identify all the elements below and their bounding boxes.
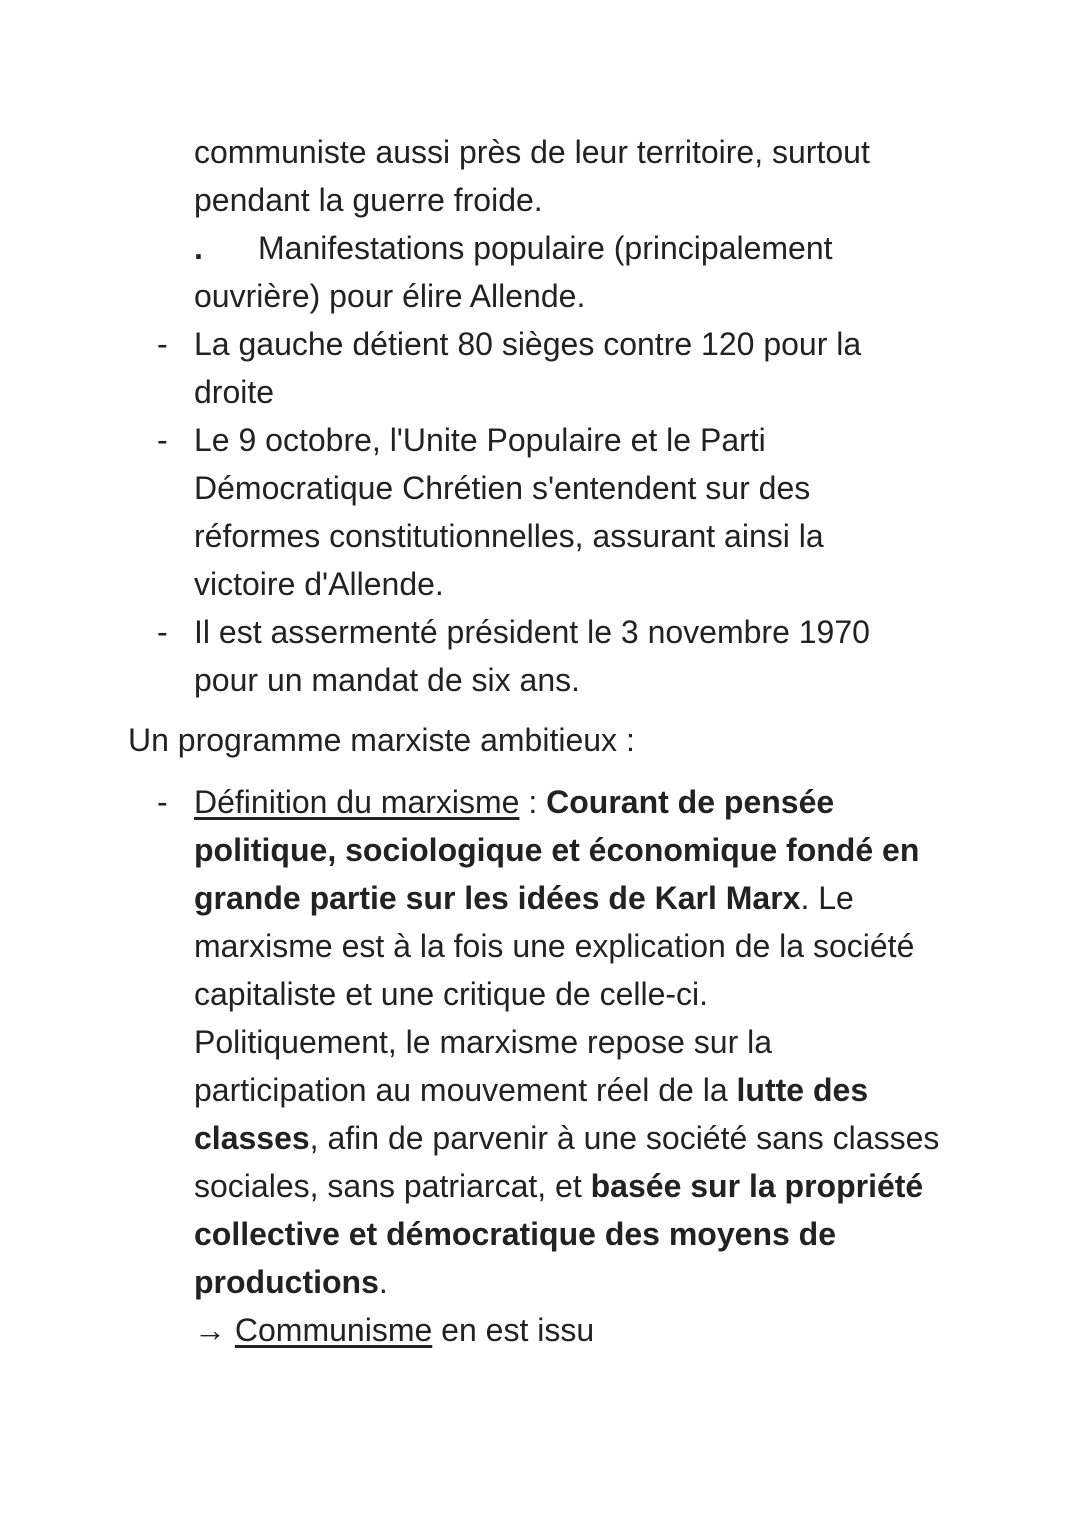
list-item [194, 320, 984, 416]
text-line [194, 1114, 984, 1162]
list-dash-icon: - [157, 614, 168, 650]
text-line [194, 874, 984, 922]
bold-text: basée sur la propriété [590, 1168, 924, 1204]
definition-term: Définition du marxisme [194, 784, 520, 820]
list-dash-icon: - [157, 326, 168, 362]
arrow-right-icon: → [194, 1312, 235, 1348]
plain-text: , afin de parvenir à une société sans classes [309, 1120, 940, 1156]
communisme-term: Communisme [234, 1312, 433, 1348]
bold-text: lutte des [736, 1072, 869, 1108]
text-line: ouvrière) pour élire Allende. [194, 278, 586, 314]
text-line: victoire d'Allende. [194, 566, 444, 602]
text-line: communiste aussi près de leur territoire, surtout [194, 134, 870, 170]
plain-text: en est issu [432, 1312, 595, 1348]
bold-text: politique, sociologique et économique fondé en [194, 832, 920, 868]
text-line: La gauche détient 80 sièges contre 120 pour la [194, 326, 862, 362]
sub-bullet-line [194, 224, 984, 272]
text-line: réformes constitutionnelles, assurant ainsi la [194, 518, 824, 554]
text-line [194, 1210, 984, 1258]
definition-item [194, 778, 984, 1354]
plain-text: . Le [800, 880, 854, 916]
bold-text: classes [194, 1120, 310, 1156]
list-item [194, 416, 984, 608]
bold-text: grande partie sur les idées de Karl Marx [194, 880, 801, 916]
list-item [194, 608, 984, 704]
plain-text: sociales, sans patriarcat, et [194, 1168, 591, 1204]
plain-text: . [378, 1264, 388, 1300]
text-line [194, 1066, 984, 1114]
text-line: marxisme est à la fois une explication de la société [194, 928, 915, 964]
text-line: pendant la guerre froide. [194, 182, 543, 218]
text-line [194, 778, 984, 826]
text-line: pour un mandat de six ans. [194, 662, 581, 698]
text-line: Le 9 octobre, l'Unite Populaire et le Parti [194, 422, 766, 458]
plain-text: participation au mouvement réel de la [194, 1072, 737, 1108]
text-line: Manifestations populaire (principalement [258, 230, 833, 266]
bold-text: Courant de pensée [546, 784, 835, 820]
text-line: Il est assermenté président le 3 novembre 1970 [194, 614, 870, 650]
bold-text: productions [194, 1264, 379, 1300]
text-line [194, 1162, 984, 1210]
bullet-dot-icon: . [194, 230, 203, 266]
text-line [194, 1306, 984, 1354]
text-line: droite [194, 374, 275, 410]
text-line: Démocratique Chrétien s'entendent sur des [194, 470, 811, 506]
list-dash-icon: - [157, 422, 168, 458]
separator: : [519, 784, 547, 820]
text-line [194, 1258, 984, 1306]
continuation-paragraph [194, 128, 984, 320]
section-heading: Un programme marxiste ambitieux : [128, 722, 635, 758]
text-line: Politiquement, le marxisme repose sur la [194, 1024, 773, 1060]
list-dash-icon: - [157, 784, 168, 820]
bold-text: collective et démocratique des moyens de [194, 1216, 837, 1252]
text-line [194, 826, 984, 874]
text-line: capitaliste et une critique de celle-ci. [194, 976, 709, 1012]
